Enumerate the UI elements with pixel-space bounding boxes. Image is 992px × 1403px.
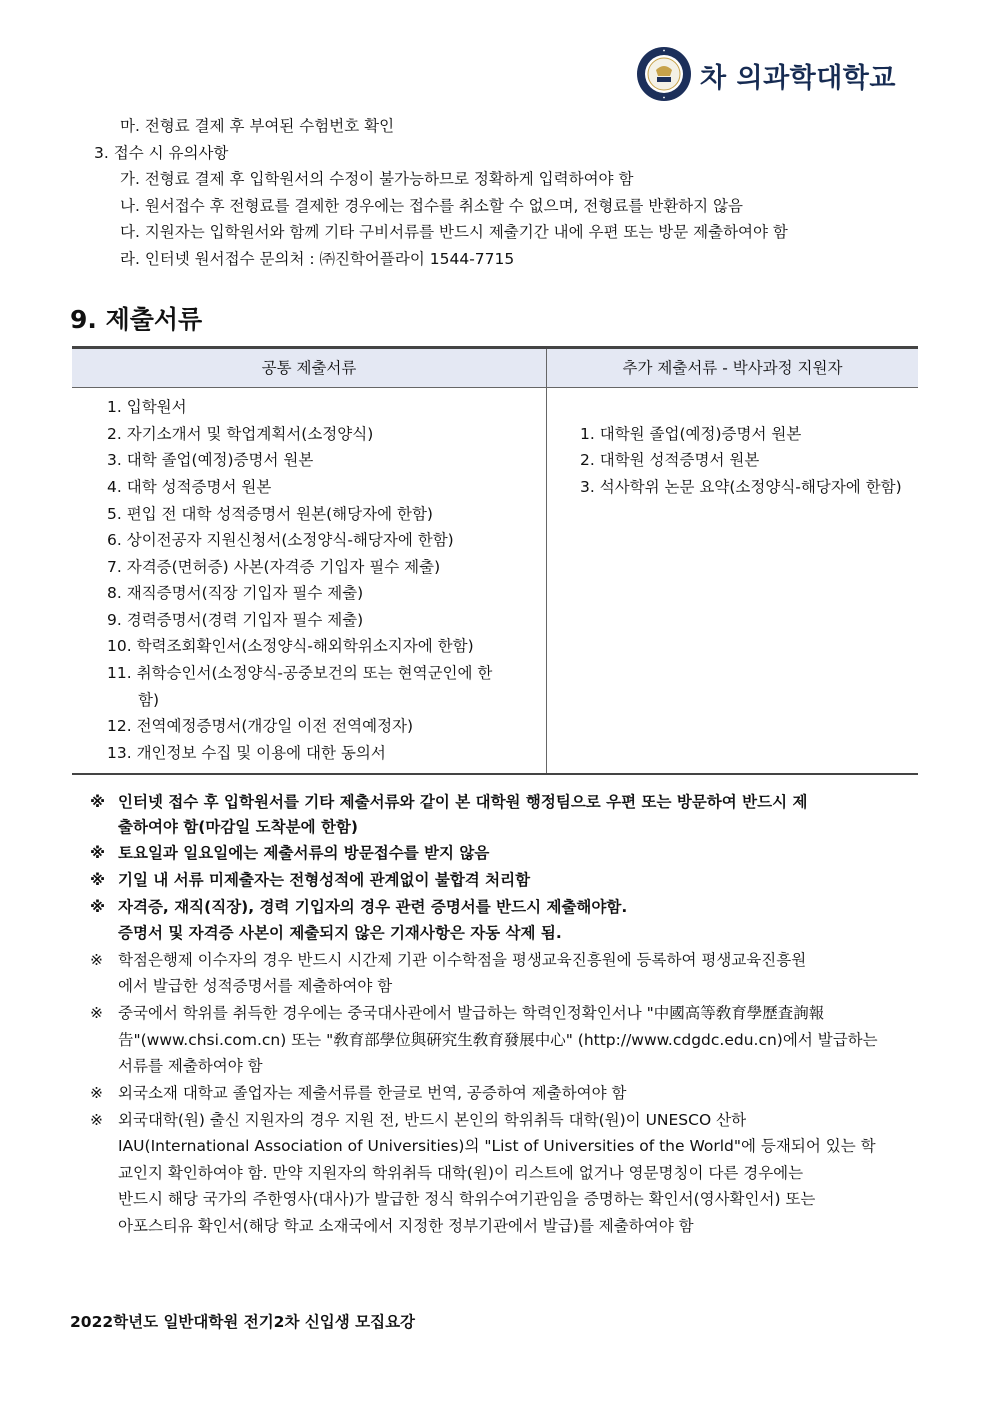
note-line: 중국에서 학위를 취득한 경우에는 중국대사관에서 발급하는 학력인정확인서나 "中國高等敎育學歷査詢報 [118,1004,825,1022]
intro-line: 가. 전형료 결제 후 입학원서의 수정이 불가능하므로 정확하게 입력하여야 함 [120,170,634,188]
note-mark: ※ [90,951,103,969]
note-line: 서류를 제출하여야 함 [118,1057,263,1075]
common-doc-item-continued: 함) [138,691,160,709]
common-doc-item: 1. 입학원서 [107,398,187,416]
note-line: 반드시 해당 국가의 주한영사(대사)가 발급한 정식 학위수여기관임을 증명하는 확인서(영사확인서) 또는 [118,1190,816,1208]
note-line: 에서 발급한 성적증명서를 제출하여야 함 [118,977,393,995]
page-footer: 2022학년도 일반대학원 전기2차 신입생 모집요강 [70,1313,416,1331]
note-mark: ※ [90,844,106,862]
common-doc-item: 9. 경력증명서(경력 기입자 필수 제출) [107,611,364,629]
intro-line: 나. 원서접수 후 전형료를 결제한 경우에는 접수를 취소할 수 없으며, 전형료를 반환하지 않음 [120,197,743,215]
note-mark: ※ [90,1084,103,1102]
common-doc-item: 13. 개인정보 수집 및 이용에 대한 동의서 [107,744,386,762]
note-mark: ※ [90,1004,103,1022]
intro-heading: 3. 접수 시 유의사항 [94,144,229,162]
common-doc-item: 4. 대학 성적증명서 원본 [107,478,272,496]
note-mark: ※ [90,871,106,889]
intro-line: 마. 전형료 결제 후 부여된 수험번호 확인 [120,117,395,135]
common-doc-item: 11. 취학승인서(소정양식-공중보건의 또는 현역군인에 한 [107,664,493,682]
intro-line: 라. 인터넷 원서접수 문의처 : ㈜진학어플라이 1544-7715 [120,250,515,268]
additional-doc-item: 3. 석사학위 논문 요약(소정양식-해당자에 한함) [580,478,902,496]
common-doc-item: 8. 재직증명서(직장 기입자 필수 제출) [107,584,364,602]
note-line: 인터넷 접수 후 입학원서를 기타 제출서류와 같이 본 대학원 행정팀으로 우편 또는 방문하여 반드시 제 [118,793,808,811]
note-line: 출하여야 함(마감일 도착분에 한함) [118,818,358,836]
note-line: IAU(International Association of Universities)의 "List of Universities of the World"에 등재되어 있는 학 [118,1137,876,1155]
note-line: 자격증, 재직(직장), 경력 기입자의 경우 관련 증명서를 반드시 제출해야함. [118,898,628,916]
common-doc-item: 5. 편입 전 대학 성적증명서 원본(해당자에 한함) [107,505,433,523]
additional-doc-item: 1. 대학원 졸업(예정)증명서 원본 [580,425,802,443]
note-mark: ※ [90,898,106,916]
note-line: 아포스티유 확인서(해당 학교 소재국에서 지정한 정부기관에서 발급)를 제출하여야 함 [118,1217,694,1235]
additional-doc-item: 2. 대학원 성적증명서 원본 [580,451,760,469]
table-header-additional: 추가 제출서류 - 박사과정 지원자 [622,359,843,377]
table-header [72,349,918,388]
note-line: 외국대학(원) 출신 지원자의 경우 지원 전, 반드시 본인의 학위취득 대학(원)이 UNESCO 산하 [118,1111,747,1129]
note-line: 증명서 및 자격증 사본이 제출되지 않은 기재사항은 자동 삭제 됨. [118,924,562,942]
note-line: 교인지 확인하여야 함. 만약 지원자의 학위취득 대학(원)이 리스트에 없거나 영문명칭이 다른 경우에는 [118,1164,804,1182]
table-column-divider [546,349,547,774]
common-doc-item: 3. 대학 졸업(예정)증명서 원본 [107,451,314,469]
note-mark: ※ [90,793,106,811]
common-doc-item: 12. 전역예정증명서(개강일 이전 전역예정자) [107,717,414,735]
note-line: 告"(www.chsi.com.cn) 또는 "敎育部學位與硏究生敎育發展中心" (http://www.cdgdc.edu.cn)에서 발급하는 [118,1031,878,1049]
common-doc-item: 2. 자기소개서 및 학업계획서(소정양식) [107,425,374,443]
note-line: 외국소재 대학교 졸업자는 제출서류를 한글로 번역, 공증하여 제출하여야 함 [118,1084,627,1102]
section-title: 9. 제출서류 [70,305,203,334]
university-logo [636,46,926,102]
common-doc-item: 6. 상이전공자 지원신청서(소정양식-해당자에 한함) [107,531,454,549]
university-seal-icon [636,46,692,102]
university-name: 차 의과학대학교 [700,63,896,94]
note-line: 학점은행제 이수자의 경우 반드시 시간제 기관 이수학점을 평생교육진흥원에 등록하여 평생교육진흥원 [118,951,807,969]
note-line: 토요일과 일요일에는 제출서류의 방문접수를 받지 않음 [118,844,490,862]
common-doc-item: 7. 자격증(면허증) 사본(자격증 기입자 필수 제출) [107,558,441,576]
common-doc-item: 10. 학력조회확인서(소정양식-해외학위소지자에 한함) [107,637,474,655]
table-bottom-border [72,773,918,775]
note-line: 기일 내 서류 미제출자는 전형성적에 관계없이 불합격 처리함 [118,871,531,889]
table-header-common: 공통 제출서류 [261,359,357,377]
note-mark: ※ [90,1111,103,1129]
intro-line: 다. 지원자는 입학원서와 함께 기타 구비서류를 반드시 제출기간 내에 우편 또는 방문 제출하여야 함 [120,223,788,241]
